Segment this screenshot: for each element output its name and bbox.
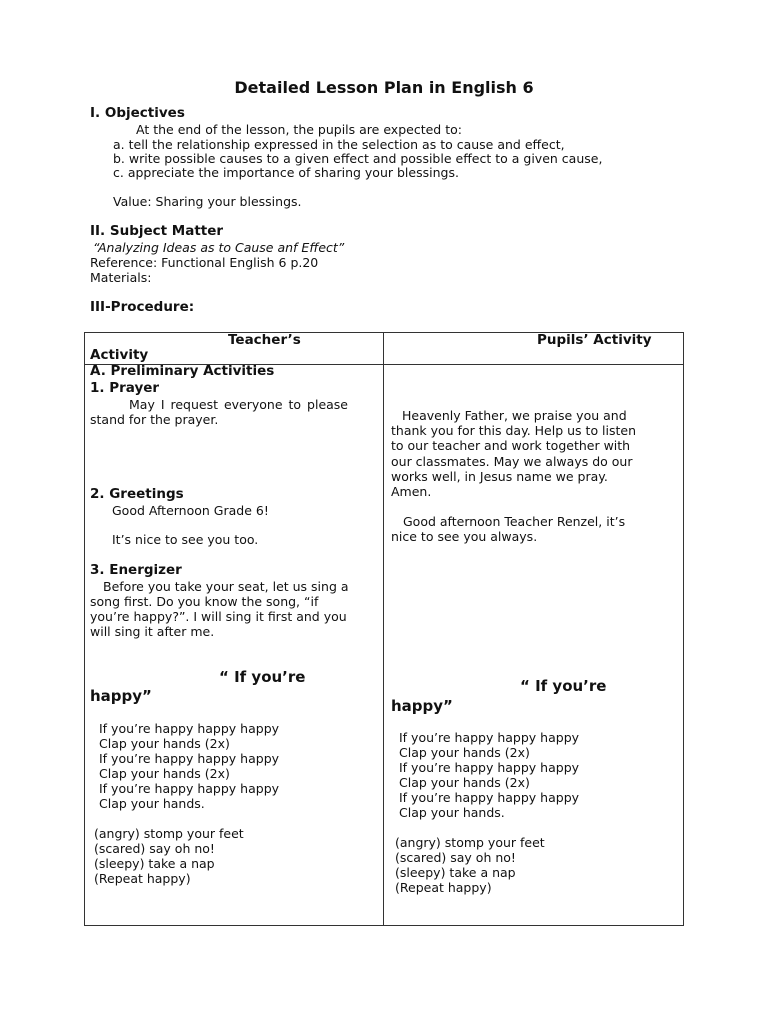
teacher-lyric-line: If you’re happy happy happy (99, 721, 280, 736)
subject-topic: “Analyzing Ideas as to Cause anf Effect” (93, 240, 345, 255)
pupil-prayer-line: works well, in Jesus name we pray. (391, 469, 608, 484)
subject-heading: II. Subject Matter (90, 223, 224, 239)
col-header-teacher-2: Activity (90, 347, 149, 363)
teacher-prayer-line-1: May I request everyone to please (129, 397, 348, 412)
teacher-lyric-line: Clap your hands (2x) (99, 766, 230, 781)
objectives-heading: I. Objectives (90, 105, 185, 121)
greetings-heading: 2. Greetings (90, 486, 184, 502)
energizer-line: song first. Do you know the song, “if (90, 594, 319, 609)
teacher-extra-line: (scared) say oh no! (94, 841, 215, 856)
prayer-heading: 1. Prayer (90, 380, 160, 396)
energizer-heading: 3. Energizer (90, 562, 182, 578)
pupil-lyric-line: Clap your hands (2x) (399, 775, 530, 790)
energizer-line: Before you take your seat, let us sing a (103, 579, 349, 594)
value-line: Value: Sharing your blessings. (113, 194, 302, 209)
pupil-prayer-line: our classmates. May we always do our (391, 454, 633, 469)
objective-item-a: a. tell the relationship expressed in the selection as to cause and effect, (113, 137, 565, 152)
pupil-prayer-line: to our teacher and work together with (391, 438, 631, 453)
pupil-extra-line: (sleepy) take a nap (395, 865, 516, 880)
pupil-extra-line: (angry) stomp your feet (395, 835, 545, 850)
pupil-greeting-line: nice to see you always. (391, 529, 538, 544)
teacher-greeting-2: It’s nice to see you too. (112, 532, 259, 547)
pupil-song-title-1: “ If you’re (520, 677, 607, 695)
teacher-extra-line: (Repeat happy) (94, 871, 191, 886)
teacher-lyric-line: Clap your hands. (99, 796, 205, 811)
document-title: Detailed Lesson Plan in English 6 (234, 78, 534, 97)
pupil-prayer-line: thank you for this day. Help us to listen (391, 423, 637, 438)
pupil-extra-line: (Repeat happy) (395, 880, 492, 895)
pupil-prayer-line: Amen. (391, 484, 432, 499)
teacher-song-title-1: “ If you’re (219, 668, 306, 686)
pupil-greeting-line: Good afternoon Teacher Renzel, it’s (403, 514, 626, 529)
teacher-greeting-1: Good Afternoon Grade 6! (112, 503, 269, 518)
pupil-lyric-line: Clap your hands (2x) (399, 745, 530, 760)
subject-reference: Reference: Functional English 6 p.20 (90, 255, 319, 270)
teacher-lyric-line: Clap your hands (2x) (99, 736, 230, 751)
objective-item-b: b. write possible causes to a given effect and possible effect to a given cause, (113, 151, 603, 166)
subject-materials: Materials: (90, 270, 152, 285)
teacher-lyric-line: If you’re happy happy happy (99, 751, 280, 766)
col-header-pupils: Pupils’ Activity (537, 332, 652, 348)
col-header-teacher: Teacher’s (228, 332, 301, 348)
energizer-line: will sing it after me. (90, 624, 215, 639)
teacher-extra-line: (sleepy) take a nap (94, 856, 215, 871)
objective-item-c: c. appreciate the importance of sharing your blessings. (113, 165, 459, 180)
pupil-prayer-line: Heavenly Father, we praise you and (402, 408, 627, 423)
teacher-extra-line: (angry) stomp your feet (94, 826, 244, 841)
pupil-song-title-2: happy” (391, 697, 453, 715)
pupil-extra-line: (scared) say oh no! (395, 850, 516, 865)
objectives-intro: At the end of the lesson, the pupils are expected to: (136, 122, 462, 137)
pupil-lyric-line: If you’re happy happy happy (399, 760, 580, 775)
pupil-lyric-line: Clap your hands. (399, 805, 505, 820)
energizer-line: you’re happy?”. I will sing it first and you (90, 609, 347, 624)
procedure-heading: III-Procedure: (90, 299, 195, 315)
teacher-prayer-line-2: stand for the prayer. (90, 412, 219, 427)
table-column-divider (383, 332, 384, 926)
preliminary-heading: A. Preliminary Activities (90, 363, 275, 379)
teacher-song-title-2: happy” (90, 687, 152, 705)
pupil-lyric-line: If you’re happy happy happy (399, 730, 580, 745)
pupil-lyric-line: If you’re happy happy happy (399, 790, 580, 805)
teacher-lyric-line: If you’re happy happy happy (99, 781, 280, 796)
